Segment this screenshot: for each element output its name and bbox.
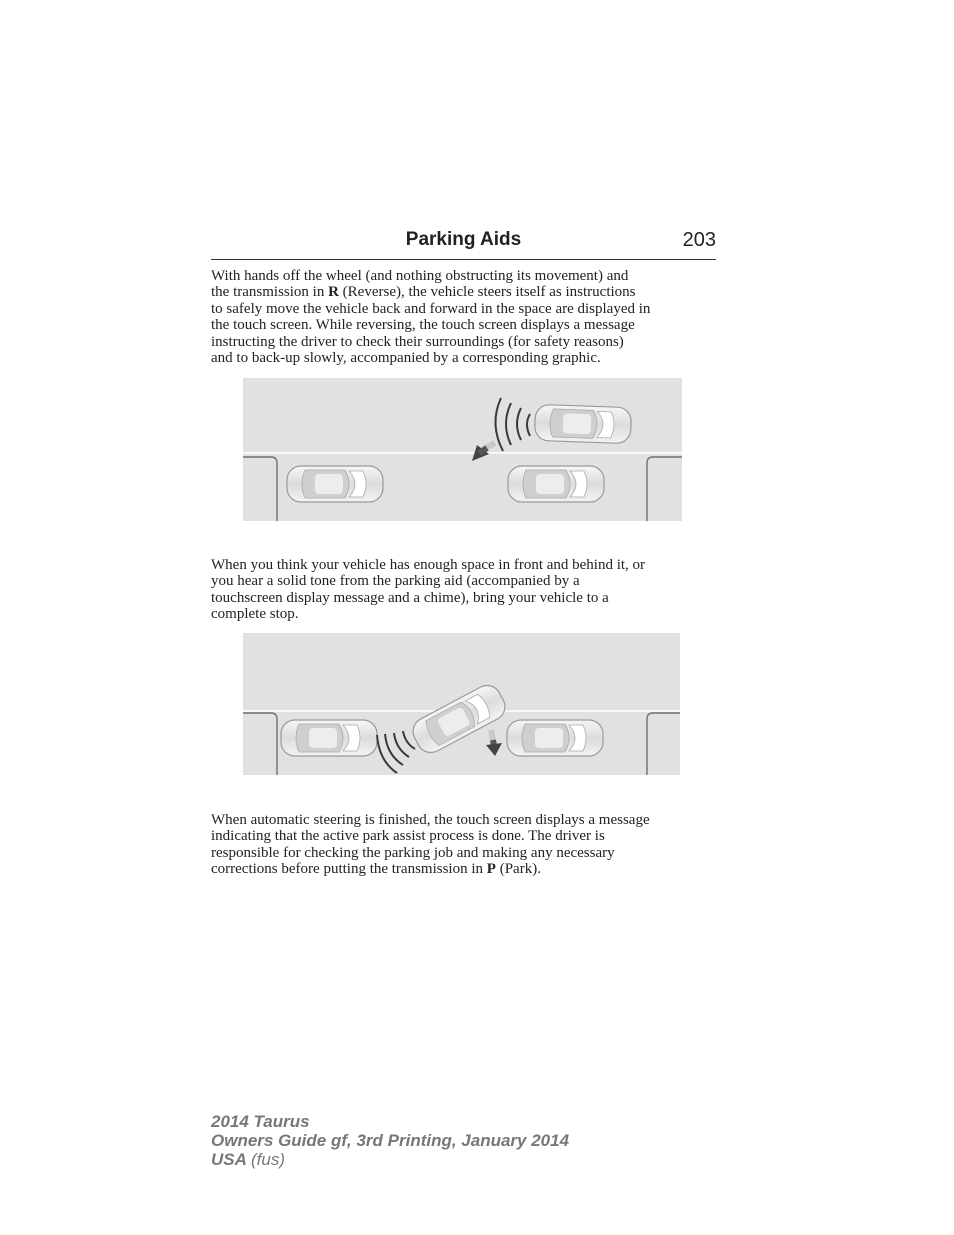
text-line: instructing the driver to check their surroundings (for safety reasons) <box>211 333 624 350</box>
footer-guide-info: Owners Guide gf, 3rd Printing, January 2014 <box>211 1131 570 1150</box>
gear-park-label: P <box>486 861 496 878</box>
text-line: When you think your vehicle has enough space in front and behind it, or <box>211 557 646 573</box>
text-line: touchscreen display message and a chime), bring your vehicle to a <box>211 589 609 606</box>
text-line: the touch screen. While reversing, the touch screen displays a message <box>211 317 635 334</box>
reversing-illustration <box>243 378 682 521</box>
parked-car-front <box>508 466 604 502</box>
text-line: indicating that the active park assist process is done. The driver is <box>211 828 605 845</box>
parking-stop-illustration <box>243 633 680 775</box>
text-line: the transmission in <box>211 284 329 301</box>
text-line: complete stop. <box>211 606 299 623</box>
paragraph-stop-vehicle <box>211 557 721 623</box>
footer-region <box>211 1150 569 1169</box>
gear-reverse-label: R <box>328 284 339 301</box>
parked-car-rear <box>287 466 383 502</box>
parked-car-rear <box>281 720 377 756</box>
text-line: responsible for checking the parking job and making any necessary <box>211 844 615 861</box>
text-line: (Park). <box>495 861 541 878</box>
paragraph-reverse-steering <box>211 268 721 366</box>
parked-car-front <box>507 720 603 756</box>
text-line: corrections before putting the transmission in <box>211 861 487 878</box>
section-title: Parking Aids <box>405 229 522 250</box>
footer-code: (fus) <box>251 1150 285 1169</box>
page-number: 203 <box>682 229 716 251</box>
paragraph-steering-finished <box>211 812 721 878</box>
own-vehicle <box>534 404 631 443</box>
footer-country: USA <box>211 1150 247 1169</box>
text-line: With hands off the wheel (and nothing obstructing its movement) and <box>211 268 629 284</box>
page-header <box>211 229 716 260</box>
page-footer <box>211 1112 569 1169</box>
footer-model: 2014 Taurus <box>211 1112 310 1131</box>
text-line: and to back-up slowly, accompanied by a corresponding graphic. <box>211 350 601 367</box>
text-line: you hear a solid tone from the parking aid (accompanied by a <box>211 573 580 590</box>
text-line: to safely move the vehicle back and forward in the space are displayed in <box>211 300 651 317</box>
text-line: (Reverse), the vehicle steers itself as instructions <box>338 284 636 301</box>
text-line: When automatic steering is finished, the touch screen displays a message <box>211 812 650 828</box>
